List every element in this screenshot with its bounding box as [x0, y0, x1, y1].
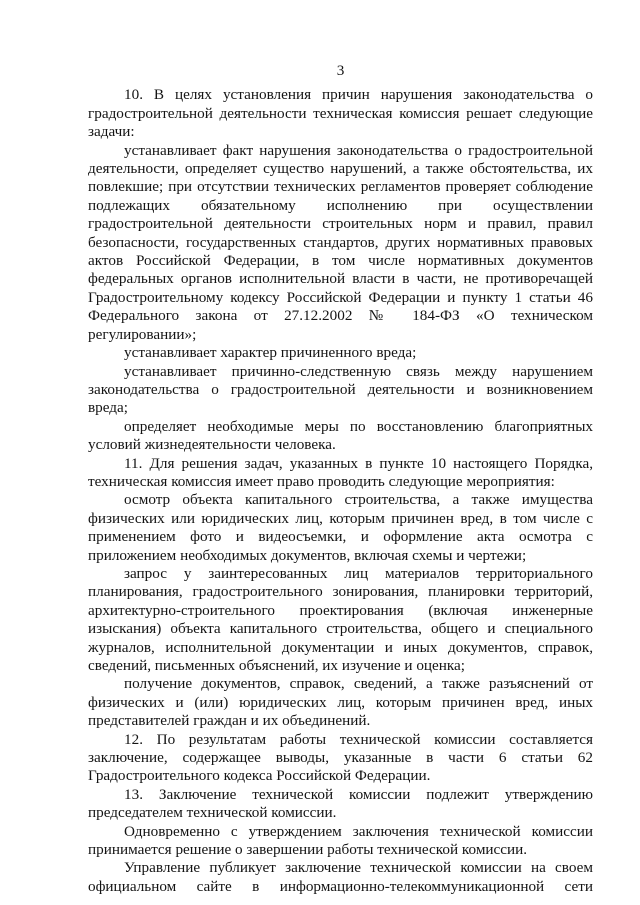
paragraph-measure-obtaining: получение документов, справок, сведений, а также разъяснений от физических и (или) юридических лиц, которым причинен вред, иных представителей граждан и их объединений. — [88, 675, 593, 730]
paragraph-13: 13. Заключение технической комиссии подлежит утверждению председателем технической комиссии. — [88, 785, 593, 822]
document-page — [88, 62, 593, 896]
paragraph-decision: Одновременно с утверждением заключения технической комиссии принимается решение о завершении работы технической комиссии. — [88, 822, 593, 859]
paragraph-measure-request: запрос у заинтересованных лиц материалов территориального планирования, градостроительного зонирования, планировки территорий, архитектурно-строительного проектирования (включая инженерные изыскания) объекта капитального строительства, общего и специального журналов, исполнительной документации и иных документов, справок, сведений, письменных объяснений, их изучение и оценка; — [88, 564, 593, 674]
page-number: 3 — [336, 62, 345, 79]
paragraph-task-harm-character: устанавливает характер причиненного вреда; — [124, 344, 417, 362]
paragraph-publication: Управление публикует заключение технической комиссии на своем официальном сайте в информационно-телекоммуникационной сети — [88, 859, 593, 895]
paragraph-task-violation: устанавливает факт нарушения законодательства о градостроительной деятельности, определяет существо нарушений, а также обстоятельства, их повлекшие; при отсутствии технических регламентов проверяет соблюдение подлежащих обязательному исполнению при осуществлении градостроительной деятельности строительных норм и правил, правил безопасности, государственных стандартов, других нормативных правовых актов Российской Федерации, в том числе нормативных документов федеральных органов исполнительной власти в части, не противоречащей Градостроительному кодексу Российской Федерации и пункту 1 статьи 46 Федерального закона от 27.12.2002 № 184-ФЗ «О техническом регулировании»; — [88, 141, 593, 343]
paragraph-task-measures: определяет необходимые меры по восстановлению благоприятных условий жизнедеятельности человека. — [88, 417, 593, 454]
paragraph-12: 12. По результатам работы технической комиссии составляется заключение, содержащее выводы, указанные в части 6 статьи 62 Градостроительного кодекса Российской Федерации. — [88, 730, 593, 785]
paragraph-task-causal-link: устанавливает причинно-следственную связь между нарушением законодательства о градостроительной деятельности и возникновением вреда; — [88, 362, 593, 417]
paragraph-11: 11. Для решения задач, указанных в пункте 10 настоящего Порядка, техническая комиссия имеет право проводить следующие мероприятия: — [88, 454, 593, 490]
paragraph-measure-inspection: осмотр объекта капитального строительства, а также имущества физических или юридических лиц, которым причинен вред, в том числе с применением фото и видеосъемки, и оформление акта осмотра с приложением необходимых документов, включая схемы и чертежи; — [88, 491, 593, 564]
paragraph-10: 10. В целях установления причин нарушения законодательства о градостроительной деятельности техническая комиссия решает следующие задачи: — [88, 86, 593, 141]
